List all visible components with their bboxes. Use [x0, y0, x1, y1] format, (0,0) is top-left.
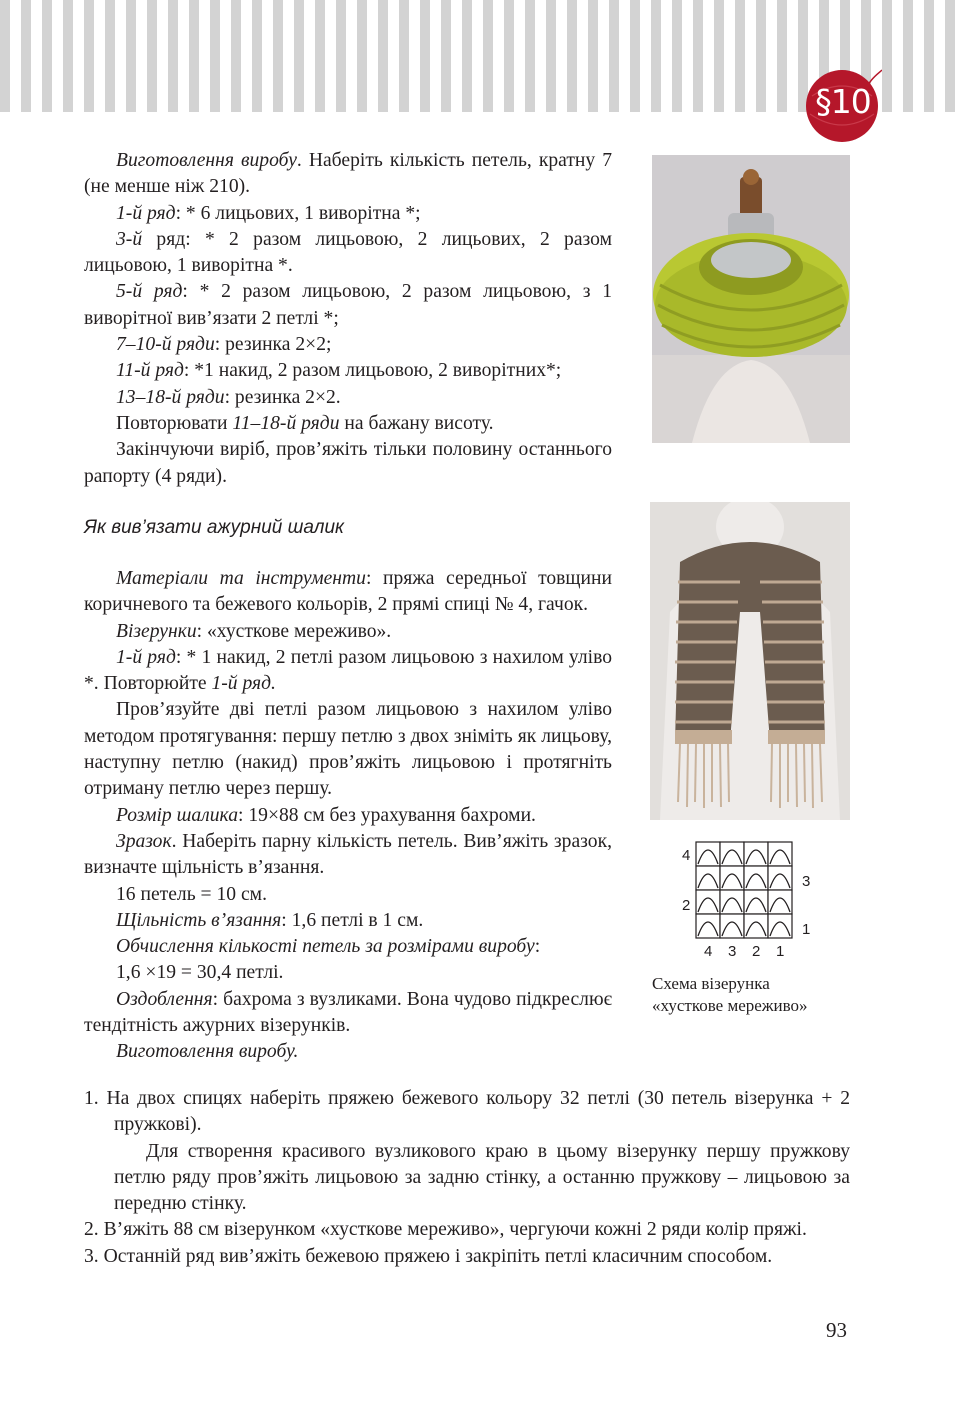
- knitting-scheme: [676, 838, 836, 964]
- paragraph: Повторювати 11–18-й ряди на бажану висоту.: [116, 412, 494, 434]
- paragraph: Пров’язуйте дві петлі разом лицьовою з нахилом уліво методом протягування: першу петлю з двох зніміть як лицьову, наступну петлю (накид) пров’яжіть лицьовою і протягніть отриману петлю через першу.: [84, 699, 612, 800]
- column-label: 1: [776, 943, 785, 960]
- scheme-cell: [696, 914, 720, 938]
- list-item: 1. На двох спицях наберіть пряжею бежевого кольору 32 петлі (30 петель візерунка + 2 пружкові).: [84, 1088, 850, 1136]
- cowl-photo: [652, 155, 850, 443]
- list-item: 2. В’яжіть 88 см візерунком «хусткове мереживо», чергуючи кожні 2 ряди колір пряжі.: [84, 1219, 807, 1241]
- row-label: 1: [802, 921, 811, 938]
- paragraph: 3-й ряд: * 2 разом лицьовою, 2 лицьових, 2 разом лицьовою, 1 виворітна *.: [84, 228, 612, 277]
- paragraph: Зразок. Наберіть парну кількість петель. Вив’яжіть зразок, визначте щільність в’язання.: [84, 830, 612, 879]
- list-item: 3. Останній ряд вив’яжіть бежевою пряжею і закріпіть петлі класичним способом.: [84, 1245, 773, 1267]
- paragraph: Візерунки: «хусткове мереживо».: [116, 620, 392, 642]
- scheme-cell: [768, 866, 792, 890]
- caption-line: Схема візерунка: [652, 974, 770, 993]
- scheme-cell: [768, 890, 792, 914]
- scheme-cell: [720, 890, 744, 914]
- paragraph: Розмір шалика: 19×88 см без урахування бахроми.: [116, 804, 536, 826]
- cowl-instructions: [84, 148, 612, 490]
- paragraph: Закінчуючи виріб, пров’яжіть тільки половину останнього рапорту (4 ряди).: [84, 439, 612, 487]
- scheme-cell: [696, 890, 720, 914]
- row-label: 3: [802, 873, 811, 890]
- caption-line: «хусткове мереживо»: [652, 996, 808, 1015]
- column-label: 4: [704, 943, 713, 960]
- column-label: 3: [728, 943, 737, 960]
- scheme-cell: [744, 914, 768, 938]
- paragraph: 1-й ряд: * 6 лицьових, 1 виворітна *;: [116, 202, 421, 224]
- paragraph: 11-й ряд: *1 накид, 2 разом лицьовою, 2 виворітних*;: [116, 360, 562, 382]
- scheme-cell: [768, 914, 792, 938]
- section-heading: Як вив’язати ажурний шалик: [84, 517, 344, 538]
- scheme-cell: [696, 866, 720, 890]
- paragraph: Оздоблення: бахрома з вузликами. Вона чудово підкреслює тендітність ажурних візерунків.: [84, 988, 612, 1037]
- scheme-cell: [768, 842, 792, 866]
- scheme-cell: [744, 866, 768, 890]
- scheme-cell: [720, 842, 744, 866]
- paragraph: Виготовлення виробу.: [116, 1041, 299, 1063]
- paragraph: 13–18-й ряди: резинка 2×2.: [116, 386, 341, 408]
- page-number: 93: [826, 1318, 847, 1342]
- scheme-cell: [744, 890, 768, 914]
- paragraph: Обчислення кількості петель за розмірами виробу:: [116, 936, 541, 958]
- section-badge: §10: [815, 82, 871, 121]
- paragraph: Матеріали та інструменти: пряжа середньої товщини коричневого та бежевого кольорів, 2 прямі спиці № 4, гачок.: [84, 568, 612, 616]
- paragraph: Виготовлення виробу. Наберіть кількість петель, кратну 7 (не менше ніж 210).: [84, 150, 613, 198]
- paragraph: 1-й ряд: * 1 накид, 2 петлі разом лицьовою з нахилом уліво *. Повторюйте 1-й ряд.: [84, 646, 612, 695]
- row-label: 2: [682, 897, 691, 914]
- scheme-cell: [696, 842, 720, 866]
- scheme-cell: [720, 866, 744, 890]
- paragraph: 7–10-й ряди: резинка 2×2;: [116, 334, 332, 356]
- paragraph: 5-й ряд: * 2 разом лицьовою, 2 разом лицьовою, з 1 виворітної вив’язати 2 петлі *;: [84, 281, 612, 329]
- scarf-photo: [650, 502, 850, 820]
- paragraph: 16 петель = 10 см.: [116, 883, 267, 905]
- scheme-cell: [744, 842, 768, 866]
- paragraph: 1,6 ×19 = 30,4 петлі.: [116, 962, 284, 984]
- list-item-note: Для створення красивого вузликового краю в цьому візерунку першу пружкову петлю ряду пров’яжіть лицьовою за задню стінку, а останню пружкову – лицьовою за передню стінку.: [114, 1140, 850, 1215]
- scarf-instructions: [84, 566, 612, 1066]
- scheme-cell: [720, 914, 744, 938]
- scheme-caption: [652, 973, 808, 1017]
- paragraph: Щільність в’язання: 1,6 петлі в 1 см.: [116, 909, 424, 931]
- steps-list: [84, 1086, 850, 1270]
- column-label: 2: [752, 943, 761, 960]
- row-label: 4: [682, 847, 691, 864]
